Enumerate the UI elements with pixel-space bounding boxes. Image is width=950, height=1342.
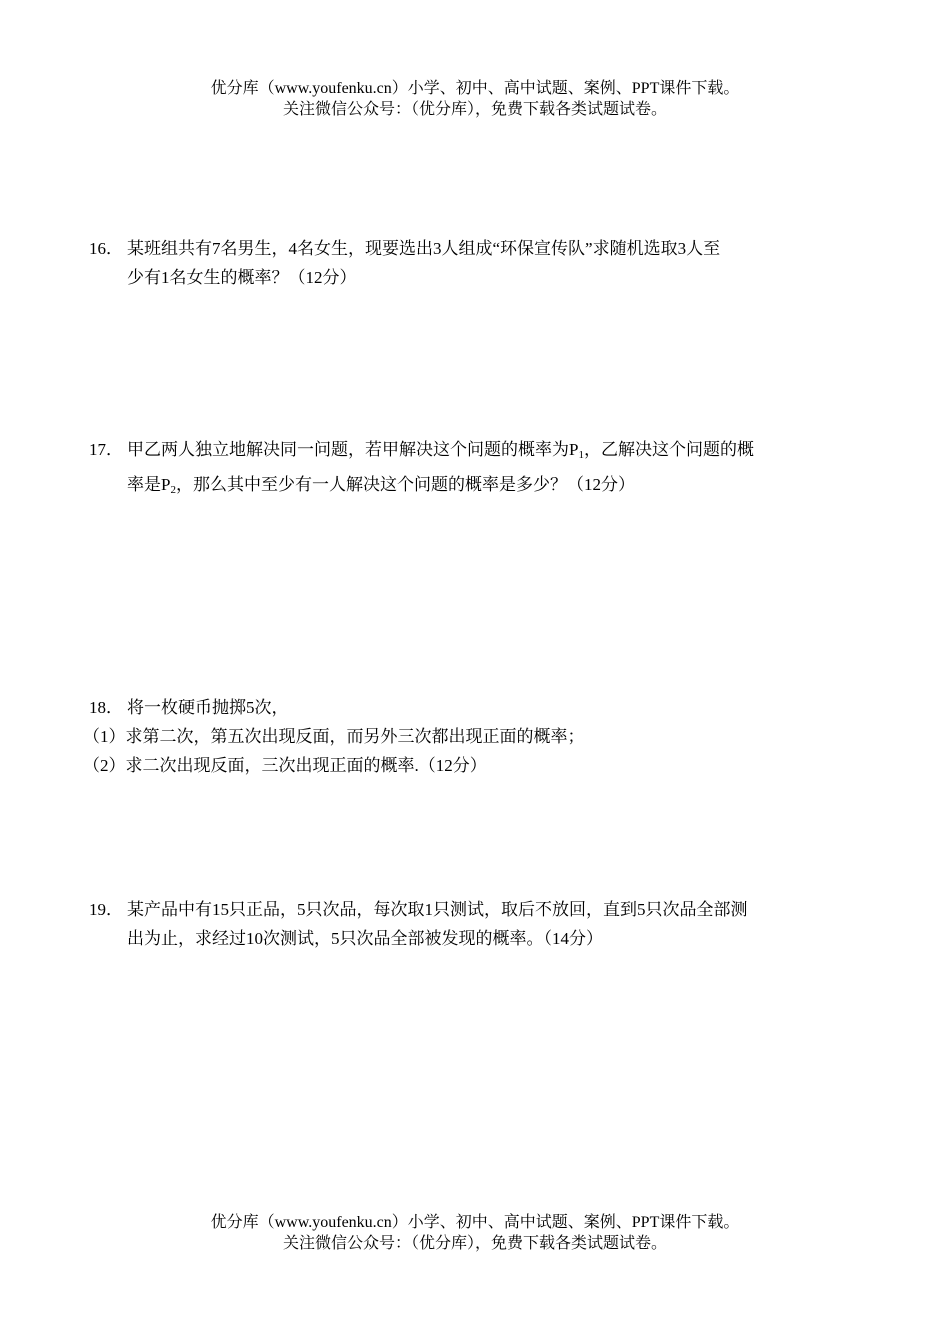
question-19 — [89, 895, 869, 953]
question-number: 16． — [89, 239, 123, 258]
header-line-2: 关注微信公众号：（优分库），免费下载各类试题试卷。 — [282, 101, 667, 118]
question-text-continued: 率是P — [127, 475, 171, 494]
question-part-1: （1）求第二次，第五次出现反面，而另外三次都出现正面的概率； — [83, 727, 585, 746]
question-text-continued: 少有1名女生的概率？（12分） — [127, 268, 357, 287]
question-16 — [89, 234, 869, 292]
question-text-continued: 出为止，求经过10次测试，5只次品全部被发现的概率。（14分） — [127, 929, 603, 948]
question-number: 19． — [89, 900, 123, 919]
question-number: 18． — [89, 698, 123, 717]
page-header — [0, 78, 950, 120]
question-18 — [83, 693, 869, 780]
question-text: ，乙解决这个问题的概 — [583, 440, 754, 459]
footer-line-1: 优分库（www.youfenku.cn）小学、初中、高中试题、案例、PPT课件下载。 — [210, 1214, 740, 1231]
footer-line-2: 关注微信公众号：（优分库），免费下载各类试题试卷。 — [282, 1235, 667, 1252]
question-number: 17． — [89, 440, 123, 459]
question-text: 某产品中有15只正品，5只次品，每次取1只测试，取后不放回，直到5只次品全部测 — [127, 900, 748, 919]
question-part-2: （2）求二次出现反面，三次出现正面的概率.（12分） — [83, 756, 487, 775]
question-text: 将一枚硬币抛掷5次， — [127, 698, 289, 717]
question-text: 甲乙两人独立地解决同一问题，若甲解决这个问题的概率为P — [127, 440, 579, 459]
question-text-continued: ，那么其中至少有一人解决这个问题的概率是多少？（12分） — [175, 475, 635, 494]
subscript: 1 — [578, 449, 584, 461]
question-17 — [89, 435, 869, 505]
page-footer — [0, 1212, 950, 1254]
header-line-1: 优分库（www.youfenku.cn）小学、初中、高中试题、案例、PPT课件下载。 — [210, 80, 740, 97]
question-text: 某班组共有7名男生，4名女生，现要选出3人组成“环保宣传队”求随机选取3人至 — [127, 239, 721, 258]
subscript: 2 — [170, 484, 176, 496]
